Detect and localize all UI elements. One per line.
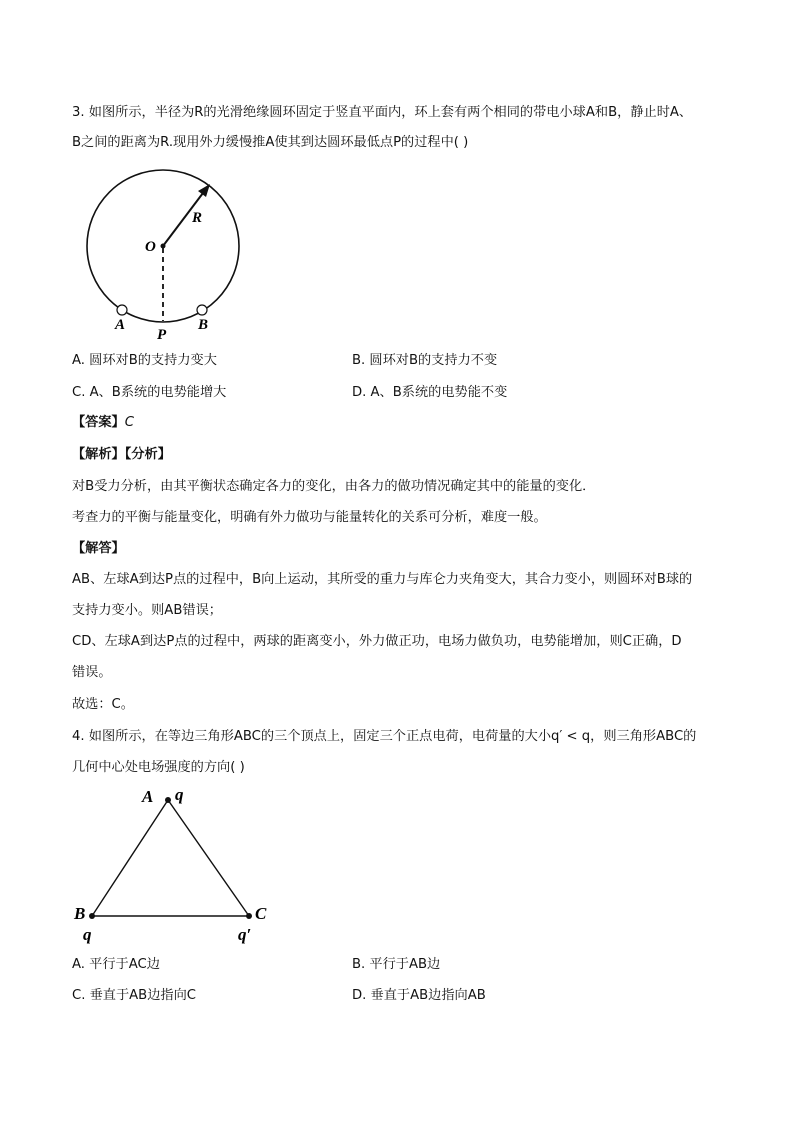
- label-b: B: [198, 317, 209, 333]
- label-a: A: [142, 787, 154, 806]
- answer-tag: 【答案】: [72, 415, 125, 430]
- label-a: A: [115, 317, 126, 333]
- q3-option-a: A. 圆环对B的支持力变大: [72, 353, 217, 368]
- ball-b: [197, 305, 207, 315]
- q3-answer-line: [72, 413, 134, 433]
- q3-solution-line-1: AB、左球A到达P点的过程中，B向上运动，其所受的重力与库仑力夹角变大，其合力变小，则圆环对B球的: [72, 572, 693, 587]
- q3-solution-line-4: 错误。: [72, 665, 112, 680]
- q3-solution-line-2: 支持力变小。则AB错误；: [72, 603, 222, 618]
- label-r: R: [192, 210, 203, 226]
- triangle-abc: [92, 800, 249, 916]
- label-b: B: [74, 904, 86, 923]
- label-o: O: [145, 239, 156, 255]
- q4-stem-line-1: 4. 如图所示，在等边三角形ABC的三个顶点上，固定三个正点电荷，电荷量的大小q′ < q，则三角形ABC的: [72, 729, 697, 744]
- q3-option-b: B. 圆环对B的支持力不变: [352, 353, 498, 368]
- label-c: C: [255, 904, 267, 923]
- q3-analysis-line-1: 对B受力分析，由其平衡状态确定各力的变化，由各力的做功情况确定其中的能量的变化．: [72, 479, 596, 494]
- label-b-charge: q: [83, 925, 92, 944]
- q3-stem-line-2: B之间的距离为R.现用外力缓慢推A使其到达圆环最低点P的过程中( ): [72, 135, 469, 150]
- q3-option-d: D. A、B系统的电势能不变: [352, 385, 508, 400]
- arrow-head-icon: [198, 184, 210, 197]
- q4-option-b: B. 平行于AB边: [352, 957, 441, 972]
- answer-value: C: [124, 415, 134, 430]
- q3-stem-line-1: 3. 如图所示，半径为R的光滑绝缘圆环固定于竖直平面内，环上套有两个相同的带电小球A和B，静止时A、: [72, 105, 693, 120]
- label-p: P: [157, 327, 167, 343]
- q3-conclusion: 故选：C。: [72, 697, 134, 712]
- q3-circle-figure: [80, 164, 250, 344]
- q3-analysis-tag: 【解析】【分析】: [72, 447, 171, 462]
- q4-stem-line-2: 几何中心处电场强度的方向( ): [72, 760, 245, 775]
- center-dot: [161, 244, 166, 249]
- q3-solution-line-3: CD、左球A到达P点的过程中，两球的距离变小，外力做正功，电场力做负功，电势能增加，则C正确，D: [72, 634, 682, 649]
- vertex-a-dot: [165, 797, 171, 803]
- label-c-charge: q′: [238, 925, 252, 944]
- vertex-b-dot: [89, 913, 95, 919]
- label-a-charge: q: [175, 785, 184, 804]
- q4-option-c: C. 垂直于AB边指向C: [72, 988, 196, 1003]
- q3-analysis-line-2: 考查力的平衡与能量变化，明确有外力做功与能量转化的关系可分析，难度一般。: [72, 510, 547, 525]
- vertex-c-dot: [246, 913, 252, 919]
- q3-option-c: C. A、B系统的电势能增大: [72, 385, 227, 400]
- q4-triangle-figure: [70, 782, 290, 952]
- q3-solution-tag: 【解答】: [72, 541, 125, 556]
- q4-option-d: D. 垂直于AB边指向AB: [352, 988, 486, 1003]
- q4-option-a: A. 平行于AC边: [72, 957, 160, 972]
- ball-a: [117, 305, 127, 315]
